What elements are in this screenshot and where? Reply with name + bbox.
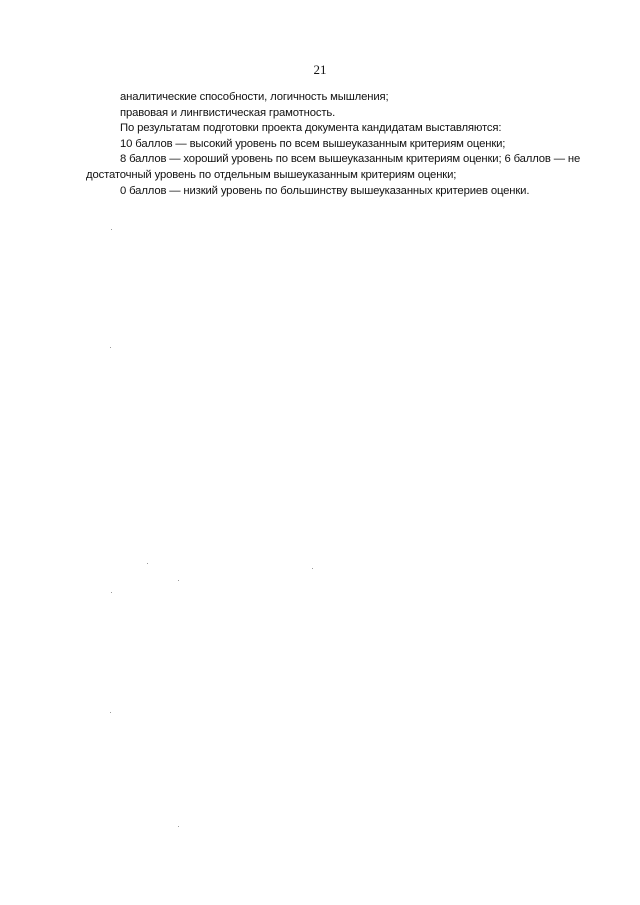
paragraph-score-8-6: 8 баллов — хороший уровень по всем вышеуказанным критериям оценки; 6 баллов — не достаточный уровень по отдельным вышеуказанным критериям оценки; [86, 153, 581, 181]
body-text [86, 90, 606, 199]
paragraph-legal-literacy: правовая и лингвистическая грамотность. [120, 106, 336, 119]
scan-speck [147, 563, 148, 564]
paragraph-score-0: 0 баллов — низкий уровень по большинству вышеуказанных критериев оценки. [120, 184, 530, 197]
paragraph-score-10: 10 баллов — высокий уровень по всем вышеуказанным критериям оценки; [120, 137, 506, 150]
scan-speck [111, 592, 112, 593]
scan-speck [111, 229, 112, 230]
paragraph-analytical-abilities: аналитические способности, логичность мышления; [120, 91, 389, 103]
scan-speck [110, 347, 111, 348]
paragraph-scoring-intro: По результатам подготовки проекта документа кандидатам выставляются: [120, 122, 502, 135]
scan-speck [178, 580, 179, 581]
scan-speck [110, 712, 111, 713]
scan-speck [178, 826, 179, 827]
scan-speck [312, 568, 313, 569]
page-number: 21 [313, 62, 327, 77]
